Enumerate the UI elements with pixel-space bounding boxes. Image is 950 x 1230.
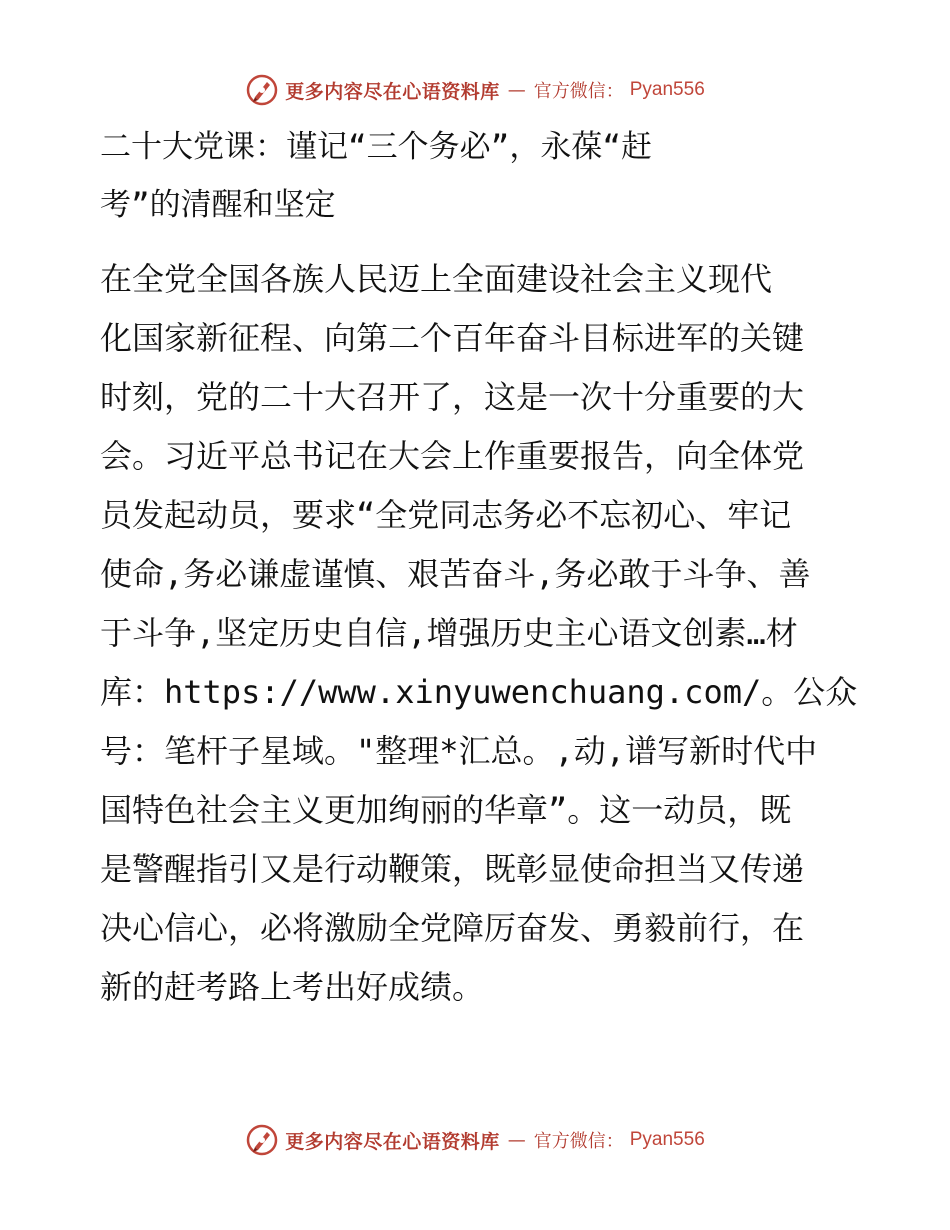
footer-banner-content bbox=[245, 1123, 705, 1157]
footer-banner-handle: Pyan556 bbox=[629, 1129, 705, 1150]
pen-logo-icon bbox=[245, 73, 279, 107]
document-title: 二十大党课：谨记“三个务必”，永葆“赶 考”的清醒和坚定 bbox=[100, 129, 652, 223]
footer-banner-separator: — bbox=[507, 1129, 526, 1151]
header-banner-main-text: 更多内容尽在心语资料库 bbox=[285, 80, 500, 103]
header-banner-handle: Pyan556 bbox=[629, 79, 705, 100]
header-banner-content bbox=[245, 73, 705, 107]
footer-banner-sub-text: 官方微信： bbox=[533, 1131, 624, 1152]
document-paragraph: 在全党全国各族人民迈上全面建设社会主义现代 化国家新征程、向第二个百年奋斗目标进军的关键 时刻，党的二十大召开了，这是一次十分重要的大 会。习近平总书记在大会上作重要报告，向全体党 员发起动员，要求“全党同志务必不忘初心、牢记 使命,务必谦虚谨慎、艰苦奋斗,务必敢于斗争、善 于斗争,坚定历史自信,增强历史主心语文创素…材 库：https://www.xinyuwenchuang.com/。公众 号：笔杆子星域。"整理*汇总。,动,谱写新时代中 国特色社会主义更加绚丽的华章”。这一动员，既 是警醒指引又是行动鞭策，既彰显使命担当又传递 决心信心，必将激励全党障厉奋发、勇毅前行，在 新的赶考路上考出好成绩。 bbox=[100, 260, 858, 1006]
header-banner-separator: — bbox=[507, 79, 526, 101]
footer-banner bbox=[0, 1120, 950, 1160]
header-banner-sub-text: 官方微信： bbox=[533, 81, 624, 102]
footer-banner-main-text: 更多内容尽在心语资料库 bbox=[285, 1130, 500, 1153]
pen-logo-icon bbox=[245, 1123, 279, 1157]
header-banner bbox=[0, 70, 950, 110]
